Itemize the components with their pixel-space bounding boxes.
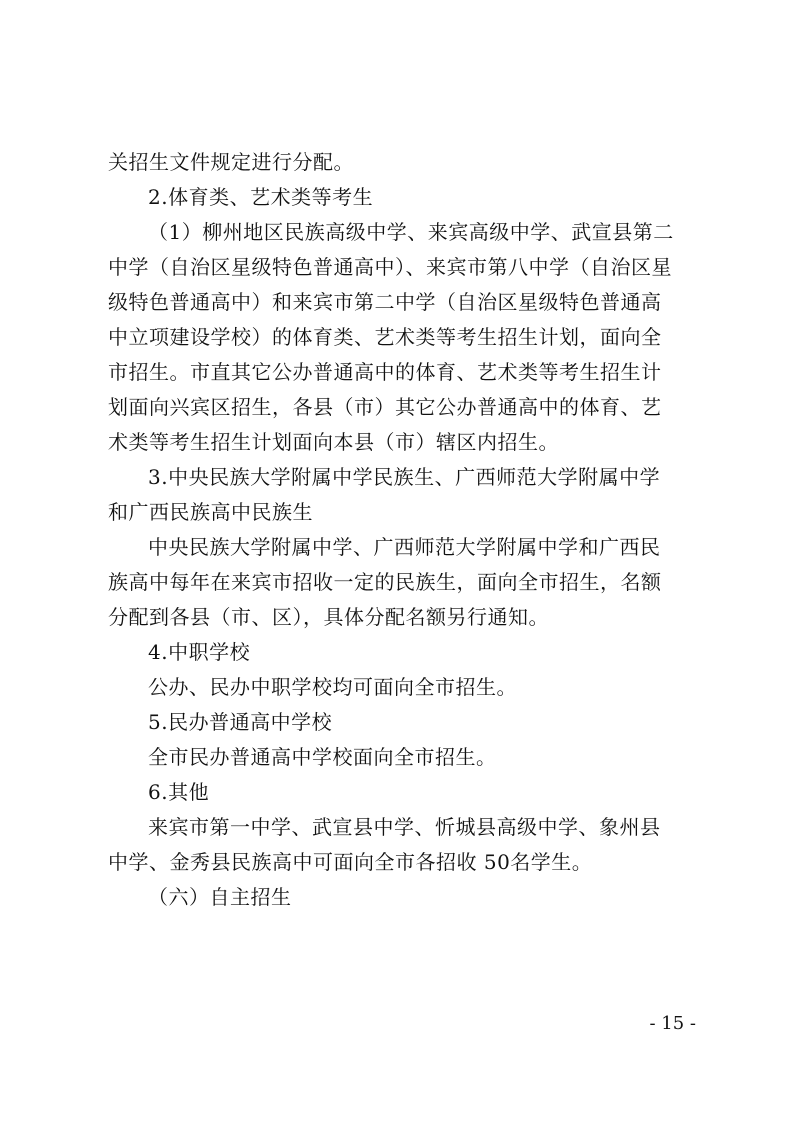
text-line: 级特色普通高中）和来宾市第二中学（自治区星级特色普通高 <box>108 290 662 314</box>
section-heading-continued: 和广西民族高中民族生 <box>108 500 313 524</box>
text-line: 中学、金秀县民族高中可面向全市各招收 50名学生。 <box>108 850 593 874</box>
text-line: 划面向兴宾区招生，各县（市）其它公办普通高中的体育、艺 <box>108 395 662 419</box>
body-text <box>108 145 688 915</box>
text-line: 市招生。市直其它公办普通高中的体育、艺术类等考生招生计 <box>108 360 662 384</box>
text-line: 中立项建设学校）的体育类、艺术类等考生招生计划，面向全 <box>108 325 662 349</box>
text-line: 中学（自治区星级特色普通高中）、来宾市第八中学（自治区星 <box>108 255 672 279</box>
text-line: 全市民办普通高中学校面向全市招生。 <box>148 745 497 769</box>
text-line: 分配到各县（市、区），具体分配名额另行通知。 <box>108 605 549 629</box>
text-line: 关招生文件规定进行分配。 <box>108 150 354 174</box>
text-line: 公办、民办中职学校均可面向全市招生。 <box>148 675 517 699</box>
text-line: 术类等考生招生计划面向本县（市）辖区内招生。 <box>108 430 559 454</box>
text-line: 中央民族大学附属中学、广西师范大学附属中学和广西民 <box>148 535 661 559</box>
section-heading: 6.其他 <box>148 780 210 804</box>
section-heading: （六）自主招生 <box>148 885 292 909</box>
section-heading: 3.中央民族大学附属中学民族生、广西师范大学附属中学 <box>148 465 661 489</box>
section-heading: 2.体育类、艺术类等考生 <box>148 185 374 209</box>
section-heading: 5.民办普通高中学校 <box>148 710 333 734</box>
page-number: - 15 - <box>649 1013 696 1034</box>
section-heading: 4.中职学校 <box>148 640 251 664</box>
text-line: （1）柳州地区民族高级中学、来宾高级中学、武宣县第二 <box>148 220 674 244</box>
text-line: 族高中每年在来宾市招收一定的民族生，面向全市招生，名额 <box>108 570 662 594</box>
text-line: 来宾市第一中学、武宣县中学、忻城县高级中学、象州县 <box>148 815 661 839</box>
